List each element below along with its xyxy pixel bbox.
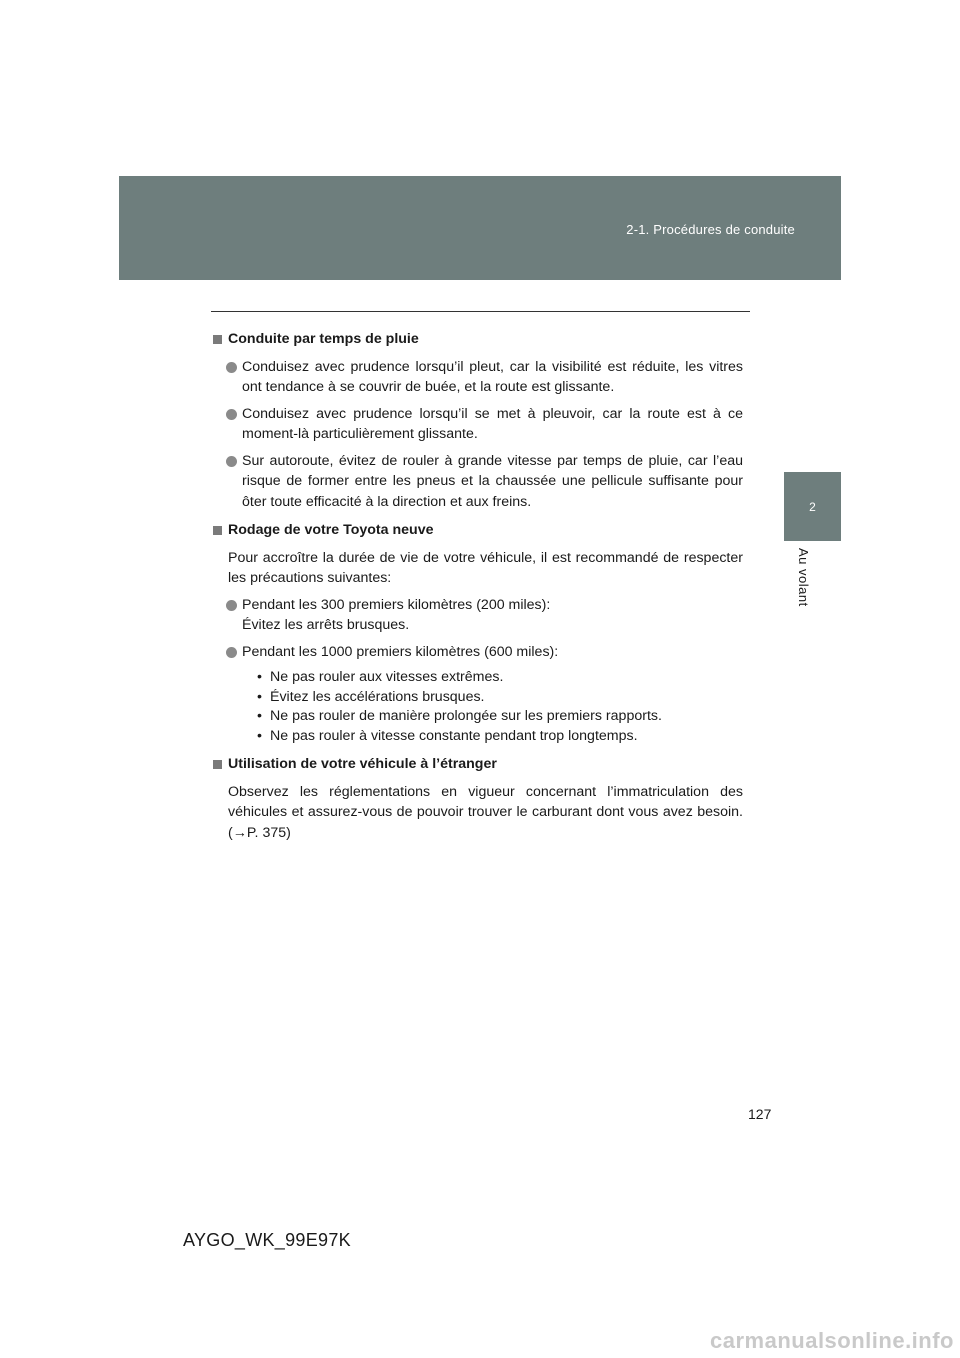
section-heading-break-in — [213, 520, 743, 541]
list-item — [213, 642, 743, 663]
sub-list — [213, 668, 743, 746]
page-content — [213, 329, 743, 849]
section-heading-rain — [213, 329, 743, 350]
dot-marker-icon: • — [257, 727, 262, 744]
intro-paragraph: Pour accroître la durée de vie de votre véhicule, il est recommandé de respecter les précautions suivantes: — [228, 549, 743, 586]
list-item — [213, 404, 743, 445]
sub-list-item: • Ne pas rouler aux vitesses extrêmes. — [257, 668, 743, 688]
round-bullet-icon — [226, 456, 237, 467]
dot-marker-icon: • — [257, 669, 262, 685]
chapter-label: Au volant — [796, 548, 811, 607]
list-item — [213, 451, 743, 513]
list-item — [213, 595, 743, 636]
document-code: AYGO_WK_99E97K — [183, 1230, 351, 1250]
square-bullet-icon — [213, 760, 222, 769]
list-item-text: Pendant les 1000 premiers kilomètres (600 miles): — [242, 643, 559, 660]
list-item-text: Sur autoroute, évitez de rouler à grande vitesse par temps de pluie, car l’eau risque de former entre les pneus et la chaussée une pellicule suffisante pour ôter toute efficacité à la direction et aux freins. — [242, 452, 743, 510]
list-item-text: Évitez les arrêts brusques. — [242, 617, 410, 633]
round-bullet-icon — [226, 600, 237, 611]
page-reference-link[interactable]: P. 375) — [246, 824, 291, 841]
arrow-right-icon: → — [232, 824, 247, 841]
square-bullet-icon — [213, 335, 222, 344]
section-heading-abroad — [213, 754, 743, 775]
sub-list-item: • Évitez les accélérations brusques. — [257, 688, 743, 708]
round-bullet-icon — [226, 647, 237, 658]
list-item-text: Conduisez avec prudence lorsqu’il pleut, car la visibilité est réduite, les vitres ont tendance à se couvrir de buée, et la route est glissante. — [242, 358, 743, 395]
chapter-tab — [784, 472, 841, 541]
watermark: carmanualsonline.info — [710, 1328, 954, 1353]
round-bullet-icon — [226, 362, 237, 373]
square-bullet-icon — [213, 526, 222, 535]
list-item-text: Conduisez avec prudence lorsqu’il se met à pleuvoir, car la route est à ce moment-là particulièrement glissante. — [242, 405, 743, 442]
list-item — [213, 357, 743, 398]
heading-text: Utilisation de votre véhicule à l’étranger — [228, 756, 497, 772]
heading-text: Conduite par temps de pluie — [228, 331, 419, 347]
sub-list-item: • Ne pas rouler de manière prolongée sur les premiers rapports. — [257, 707, 743, 727]
page-number: 127 — [748, 1106, 772, 1122]
sub-list-item: • Ne pas rouler à vitesse constante pendant trop longtemps. — [257, 727, 743, 747]
top-rule — [211, 311, 750, 312]
section-title: 2-1. Procédures de conduite — [626, 222, 795, 237]
body-text: Observez les réglementations en vigueur concernant l’immatriculation des véhicules et assurez-vous de pouvoir trouver le carburant dont vous avez besoin. ( — [228, 783, 743, 841]
chapter-number: 2 — [809, 500, 816, 514]
heading-text: Rodage de votre Toyota neuve — [228, 522, 434, 538]
dot-marker-icon: • — [257, 708, 262, 724]
list-item-text: Pendant les 300 premiers kilomètres (200 miles): — [242, 596, 551, 613]
body-paragraph — [213, 782, 743, 844]
header-band — [119, 176, 841, 280]
dot-marker-icon: • — [257, 688, 262, 705]
round-bullet-icon — [226, 409, 237, 420]
